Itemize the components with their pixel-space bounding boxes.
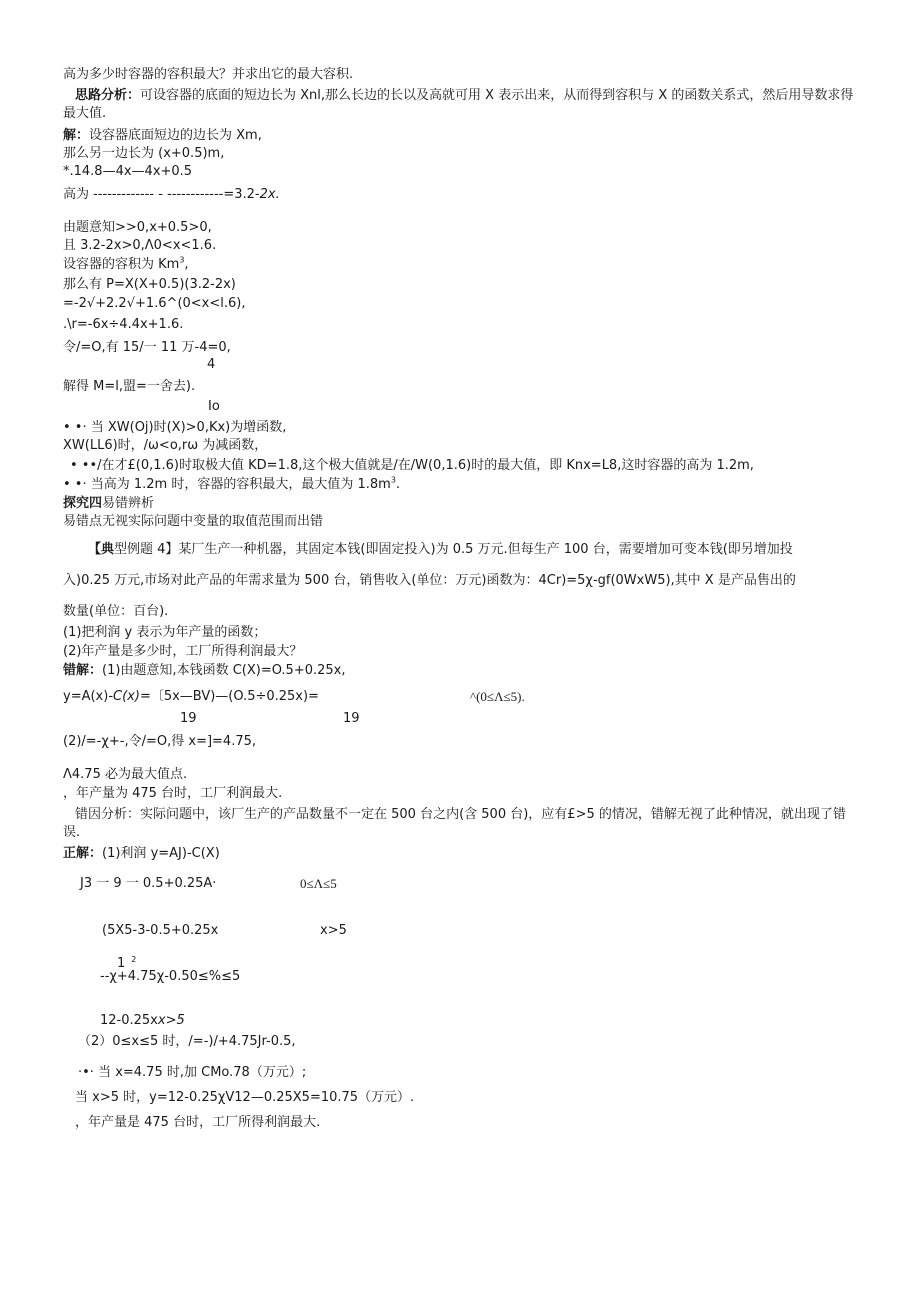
- piecewise-line: J3 一 9 一 0.5+0.25A·: [80, 876, 217, 891]
- piecewise-line: --χ+4.75χ-0.50≤%≤5: [100, 969, 241, 984]
- math-part: C(x): [113, 689, 140, 704]
- piecewise-line: (5X5-3-0.5+0.25x: [102, 923, 219, 938]
- fraction-denominator: Io: [208, 399, 220, 414]
- solution-start: [63, 127, 262, 145]
- superscript: 3: [179, 255, 185, 265]
- volume-text: 设容器的容积为 Km: [63, 257, 180, 272]
- math-line: • ••/在才£(0,1.6)时取极大值 KD=1.8,这个极大值就是/在/W(0,1.6)时的最大值，即 Knx=L8,这时容器的高为 1.2m,: [70, 458, 754, 473]
- approach-text: 可设容器的底面的短边长为 Xnl,那么长边的长以及高就可用 X 表示出来，从而得到容积与 X 的函数关系式，然后用导数求得最大值.: [63, 88, 854, 121]
- math-line: • •· 当 XW(Oj)时(X)>0,Kx)为增函数,: [63, 420, 287, 435]
- piecewise-condition: 0≤Λ≤5: [300, 876, 337, 891]
- math-line: Λ4.75 必为最大值点.: [63, 767, 188, 782]
- math-line: *.14.8—4x—4x+0.5: [63, 164, 193, 179]
- math-part: x>5: [157, 1013, 185, 1028]
- example-label: 【典: [88, 542, 115, 557]
- correct-solution-text: (1)利润 y=AJ)-C(X): [102, 846, 220, 861]
- volume-line: [63, 256, 189, 274]
- section-title: 易错辨析: [102, 496, 155, 511]
- math-line: 解得 M=l,盟=一舍去).: [63, 379, 196, 394]
- correct-solution-label: 正解：: [63, 846, 103, 861]
- problem-question-line: 高为多少时容器的容积最大？并求出它的最大容积.: [63, 67, 354, 82]
- correct-solution: [63, 845, 220, 863]
- math-line: 那么另一边长为 (x+0.5)m,: [63, 146, 225, 161]
- math-line: [63, 688, 319, 706]
- error-analysis-text: 错因分析：实际问题中，该厂生产的产品数量不一定在 500 台之内(含 500 台)，应有£>5 的情况，错解无视了此种情况，就出现了错误.: [63, 807, 846, 840]
- error-analysis: [63, 806, 858, 842]
- math-line: =-2√+2.2√+1.6^(0<x<l.6),: [63, 296, 246, 311]
- math-part: =〔5x—BV)—(O.5÷0.25x)=: [139, 689, 319, 704]
- question-item: (2)年产量是多少时，工厂所得利润最大？: [63, 644, 303, 659]
- final-conclusion: ，年产量是 475 台时，工厂所得利润最大.: [75, 1115, 321, 1130]
- math-line: 令/=O,有 15/一 11 万-4=0,: [63, 340, 231, 355]
- superscript: 3: [390, 475, 396, 485]
- math-line: 由题意知>>0,x+0.5>0,: [63, 220, 212, 235]
- math-line: 当 x>5 时，y=12-0.25χV12—0.25X5=10.75（万元）.: [75, 1090, 415, 1105]
- piecewise-condition: x>5: [320, 923, 347, 938]
- solution-text: 设容器底面短边的边长为 Xm,: [89, 128, 262, 143]
- math-line: .\r=-6x÷4.4x+1.6.: [63, 317, 184, 332]
- fraction-denominator: 19: [343, 711, 360, 726]
- conclusion-line: [63, 476, 400, 494]
- fraction-denominator: 4: [207, 357, 216, 372]
- approach-label: 思路分析：: [75, 88, 141, 103]
- math-line: (2)/=-χ+-,令/=O,得 x=]=4.75,: [63, 734, 257, 749]
- wrong-solution: [63, 662, 346, 680]
- section-label: 探究四: [63, 496, 103, 511]
- height-var: 2x.: [259, 187, 280, 202]
- math-line: （2）0≤x≤5 时，/=-)/+4.75Jr-0.5,: [78, 1034, 296, 1049]
- superscript: 2: [131, 954, 137, 964]
- math-line: ·•· 当 x=4.75 时,加 CMo.78（万元）;: [78, 1065, 307, 1080]
- math-part: 1: [117, 956, 126, 971]
- section-subtitle: 易错点无视实际问题中变量的取值范围而出错: [63, 514, 324, 529]
- conclusion-text: • •· 当高为 1.2m 时，容器的容积最大，最大值为 1.8m: [63, 477, 391, 492]
- example-line: [88, 541, 793, 559]
- math-domain: ^(0≤Λ≤5).: [470, 689, 525, 704]
- math-part: y=A(x)-: [63, 689, 114, 704]
- math-line: 那么有 P=X(X+0.5)(3.2-2x): [63, 277, 236, 292]
- example-line: 数量(单位：百台).: [63, 604, 169, 619]
- piecewise-line: [100, 1012, 185, 1030]
- math-line: XW(LL6)时，/ω<o,rω 为减函数，: [63, 438, 268, 453]
- solution-label: 解：: [63, 128, 90, 143]
- math-part: 12-0.25x: [100, 1013, 158, 1028]
- height-text: 高为 ------------- - ------------=3.2-: [63, 187, 260, 202]
- question-item: (1)把利润 y 表示为年产量的函数；: [63, 625, 267, 640]
- punct: .: [395, 477, 401, 492]
- wrong-solution-text: (1)由题意知,本钱函数 C(X)=O.5+0.25x,: [102, 663, 346, 678]
- section-heading: [63, 495, 154, 513]
- punct: ,: [184, 257, 189, 272]
- height-line: [63, 186, 280, 204]
- fraction-denominator: 19: [180, 711, 197, 726]
- math-line: 且 3.2-2x>0,Λ0<x<1.6.: [63, 238, 217, 253]
- approach-analysis: [63, 87, 858, 123]
- example-text: 型例题 4】某厂生产一种机器，其固定本钱(即固定投入)为 0.5 万元.但每生产 100 台，需要增加可变本钱(即另增加投: [114, 542, 793, 557]
- wrong-solution-label: 错解：: [63, 663, 103, 678]
- math-line: ，年产量为 475 台时，工厂利润最大.: [63, 786, 283, 801]
- example-line: 入)0.25 万元,市场对此产品的年需求量为 500 台，销售收入(单位：万元)函数为：4Cr)=5χ-gf(0WxW5),其中 X 是产品售出的: [63, 573, 796, 588]
